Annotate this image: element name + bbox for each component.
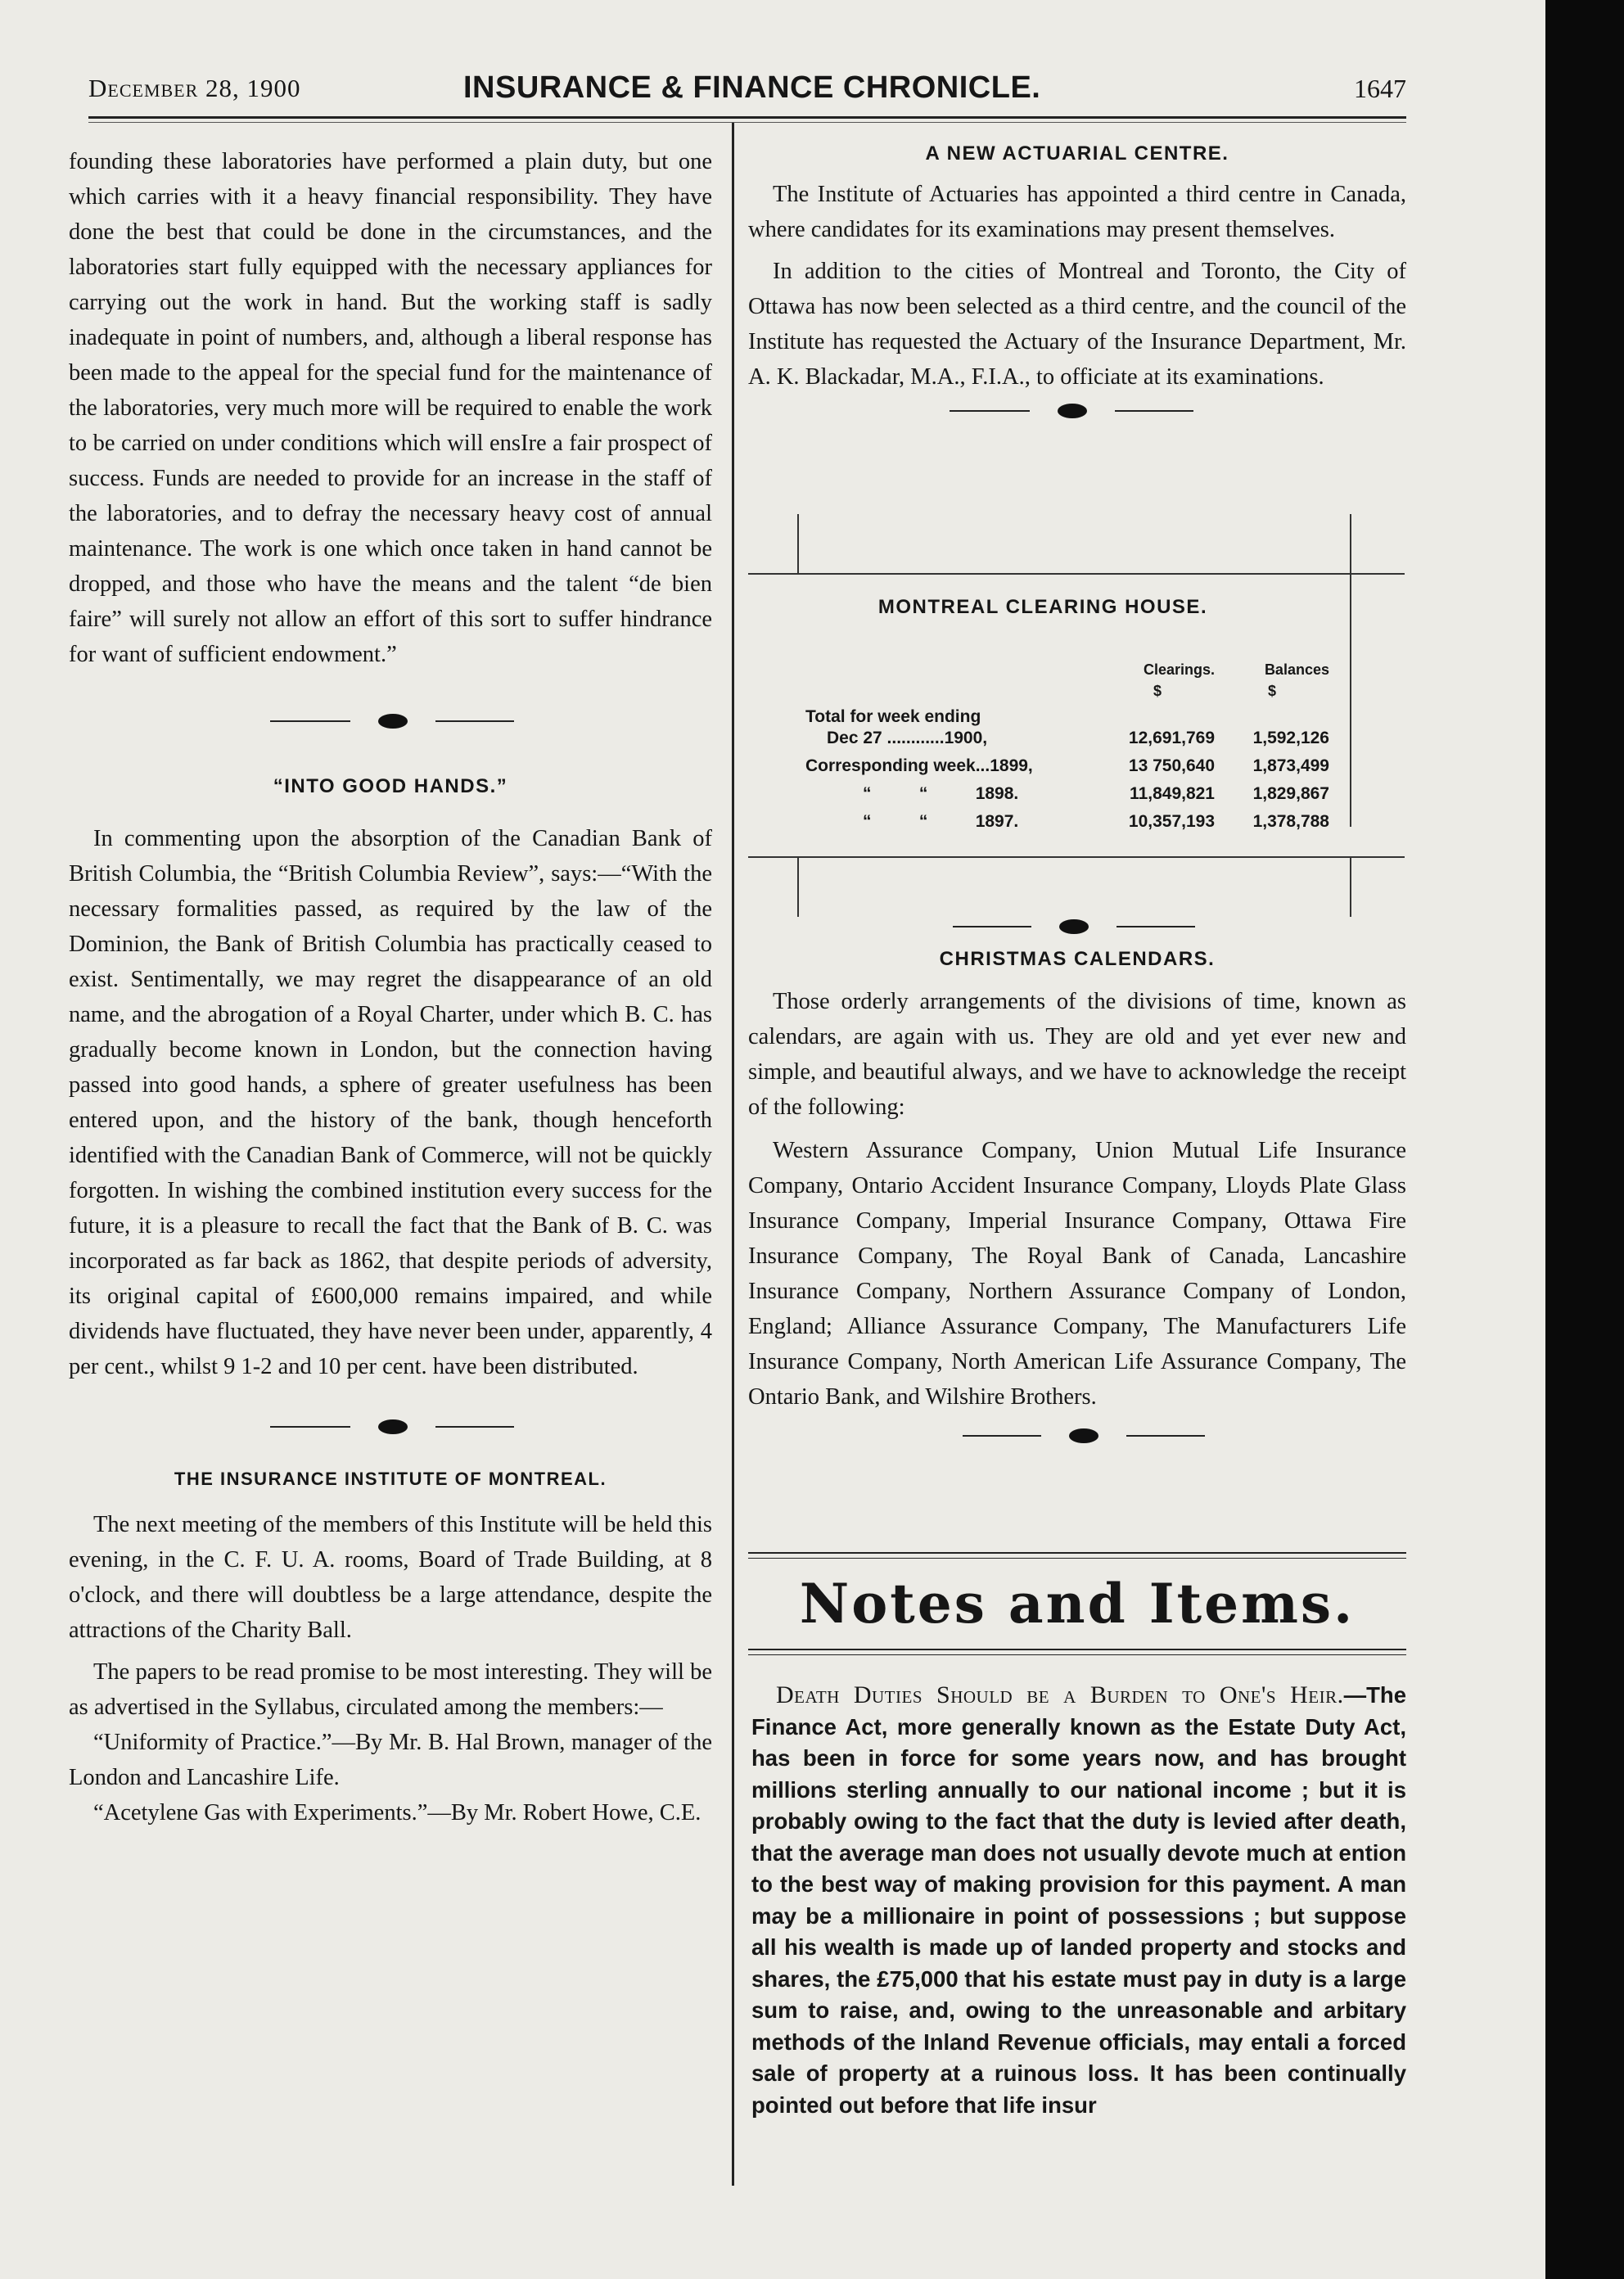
ornament-divider <box>69 705 712 738</box>
page-header <box>88 69 1406 115</box>
right-column-top <box>748 138 1406 427</box>
row-period: Corresponding week...1899, <box>805 756 1033 775</box>
notes-and-items-title: Notes and Items. <box>799 1572 1356 1636</box>
paper-acetylene: “Acetylene Gas with Experiments.”—By Mr. Robert Howe, C.E. <box>93 1800 701 1825</box>
actuarial-centre-heading: A NEW ACTUARIAL CENTRE. <box>925 142 1229 165</box>
lab-article-text: founding these laboratories have performed a plain duty, but one which carries with it a heavy financial responsibility. They have done the best that could be done in the circumstances, and the laboratories start fully equipped with the necessary appliances for carrying out the work in hand. But the working staff is sadly inadequate in point of numbers, and, although a liberal response has been made to the appeal for the special fund for the maintenance of the laboratories, very much more will be required to enable the work to be carried on under conditions which will ensIre a fair prospect of success. Funds are needed to provide for an increase in the staff of the laboratories, and to defray the necessary heavy cost of annual maintenance. The work is one which once taken in hand cannot be dropped, and those who have the means and the talent “de bien faire” will surely not allow an effort of this sort to suffer hindrance for want of sufficient endowment.” <box>69 149 712 667</box>
ornament-divider <box>748 395 1406 427</box>
institute-meeting-text: The next meeting of the members of this Institute will be held this evening, in the C. F. U. A. rooms, Board of Trade Building, at 8 o'clock, and there will doubtless be a large attendance, despite the attractions of the Charity Ball. <box>69 1512 712 1643</box>
row-period: “ “ 1898. <box>863 784 1019 803</box>
row-period: “ “ 1897. <box>863 812 1019 831</box>
christmas-calendars-heading: CHRISTMAS CALENDARS. <box>939 948 1216 970</box>
unit-balances: $ <box>1267 683 1276 699</box>
paper-uniformity: “Uniformity of Practice.”—By Mr. B. Hal Brown, manager of the London and Lancashire Life. <box>69 1730 712 1790</box>
clearings-value: 13 750,640 <box>1128 756 1215 775</box>
right-column-middle <box>748 910 1406 1452</box>
clearings-value: 12,691,769 <box>1128 729 1215 747</box>
into-good-hands-heading: “INTO GOOD HANDS.” <box>273 775 508 797</box>
unit-clearings: $ <box>1153 683 1162 699</box>
balances-value: 1,873,499 <box>1252 756 1329 775</box>
good-hands-text: In commenting upon the absorption of the Canadian Bank of British Columbia, the “British Columbia Review”, says:—“With the necessary formalities passed, as required by the law of the Dominion, the Bank of British Columbia has practically ceased to exist. Sentimentally, we may regret the disappearance of an old name, and the abrogation of a Royal Charter, under which B. C. has gradually become known in London, but the connection having passed into good hands, a sphere of greater usefulness has been entered upon, and the history of the bank, though henceforth identified with the Canadian Bank of Commerce, will not be quickly forgotten. In wishing the combined institution every success for the future, it is a pleasure to recall the fact that the Bank of B. C. was incorporated as far back as 1862, that despite periods of adversity, its original capital of £600,000 remains impaired, and while dividends have fluctuated, they have never been under, apparently, 4 per cent., whilst 9 1-2 and 10 per cent. have been distributed. <box>69 826 712 1379</box>
row-period: Dec 27 ............1900, <box>827 729 988 747</box>
balances-value: 1,378,788 <box>1252 812 1329 831</box>
publication-title: INSURANCE & FINANCE CHRONICLE. <box>463 70 1041 105</box>
clearing-house-table <box>748 514 1405 917</box>
death-duties-article <box>751 1680 1406 2121</box>
actuarial-text-1: The Institute of Actuaries has appointed a third centre in Canada, where candidates for its examinations may present themselves. <box>748 182 1406 242</box>
row-label: Total for week ending <box>805 707 981 726</box>
page-number: 1647 <box>1354 74 1406 103</box>
calendars-intro-text: Those orderly arrangements of the divisions of time, known as calendars, are again with us. They are old and yet ever new and simple, and beautiful always, and we have to acknowledge the receipt of the following: <box>748 989 1406 1120</box>
calendars-companies-text: Western Assurance Company, Union Mutual Life Insurance Company, Ontario Accident Insurance Company, Lloyds Plate Glass Insurance Company, Imperial Insurance Company, Ottawa Fire Insurance Company, The Royal Bank of Canada, Lancashire Insurance Company, Northern Assurance Company of London, England; Alliance Assurance Company, The Manufacturers Life Insurance Company, North American Life Assurance Company, The Ontario Bank, and Wilshire Brothers. <box>748 1138 1406 1410</box>
death-duties-text: —The Finance Act, more generally known as the Estate Duty Act, has been in force for some years now, and has brought millions sterling annually to our national income ; but it is probably owing to the fact that the duty is levied after death, that the average man does not usually devote much at ention to the best way of making provision for this payment. A man may be a millionaire in point of possessions ; but suppose all his wealth is made up of landed property and stocks and shares, the £75,000 that his estate must pay in duty is a large sum to raise, and, owing to the unreasonable and arbitary methods of the Inland Revenue officials, may entali a forced sale of property at a ruinous loss. It has been continually pointed out before that life insur <box>751 1682 1406 2118</box>
clearings-value: 10,357,193 <box>1128 812 1215 831</box>
clearings-value: 11,849,821 <box>1130 784 1215 803</box>
table-title: MONTREAL CLEARING HOUSE. <box>877 596 1208 618</box>
death-duties-lead: Death Duties Should be a Burden to One's Heir. <box>776 1681 1344 1708</box>
header-rule-thin <box>88 122 1406 123</box>
col-header-balances: Balances <box>1264 661 1329 678</box>
scan-border <box>1545 0 1624 2279</box>
notes-and-items-banner <box>748 1552 1406 1660</box>
institute-papers-text: The papers to be read promise to be most interesting. They will be as advertised in the Syllabus, circulated among the members:— <box>69 1659 712 1720</box>
header-rule <box>88 116 1406 119</box>
column-divider <box>732 123 734 2186</box>
left-column <box>69 144 712 1830</box>
ornament-divider <box>748 910 1406 943</box>
issue-date: December 28, 1900 <box>88 74 301 102</box>
ornament-divider <box>748 1419 1406 1452</box>
balances-value: 1,592,126 <box>1252 729 1329 747</box>
balances-value: 1,829,867 <box>1252 784 1329 803</box>
actuarial-text-2: In addition to the cities of Montreal and Toronto, the City of Ottawa has now been selected as a third centre, and the council of the Institute has requested the Actuary of the Insurance Department, Mr. A. K. Blackadar, M.A., F.I.A., to officiate at its examinations. <box>748 259 1406 390</box>
col-header-clearings: Clearings. <box>1143 661 1215 678</box>
insurance-institute-heading: THE INSURANCE INSTITUTE OF MONTREAL. <box>174 1469 607 1489</box>
ornament-divider <box>69 1410 712 1443</box>
